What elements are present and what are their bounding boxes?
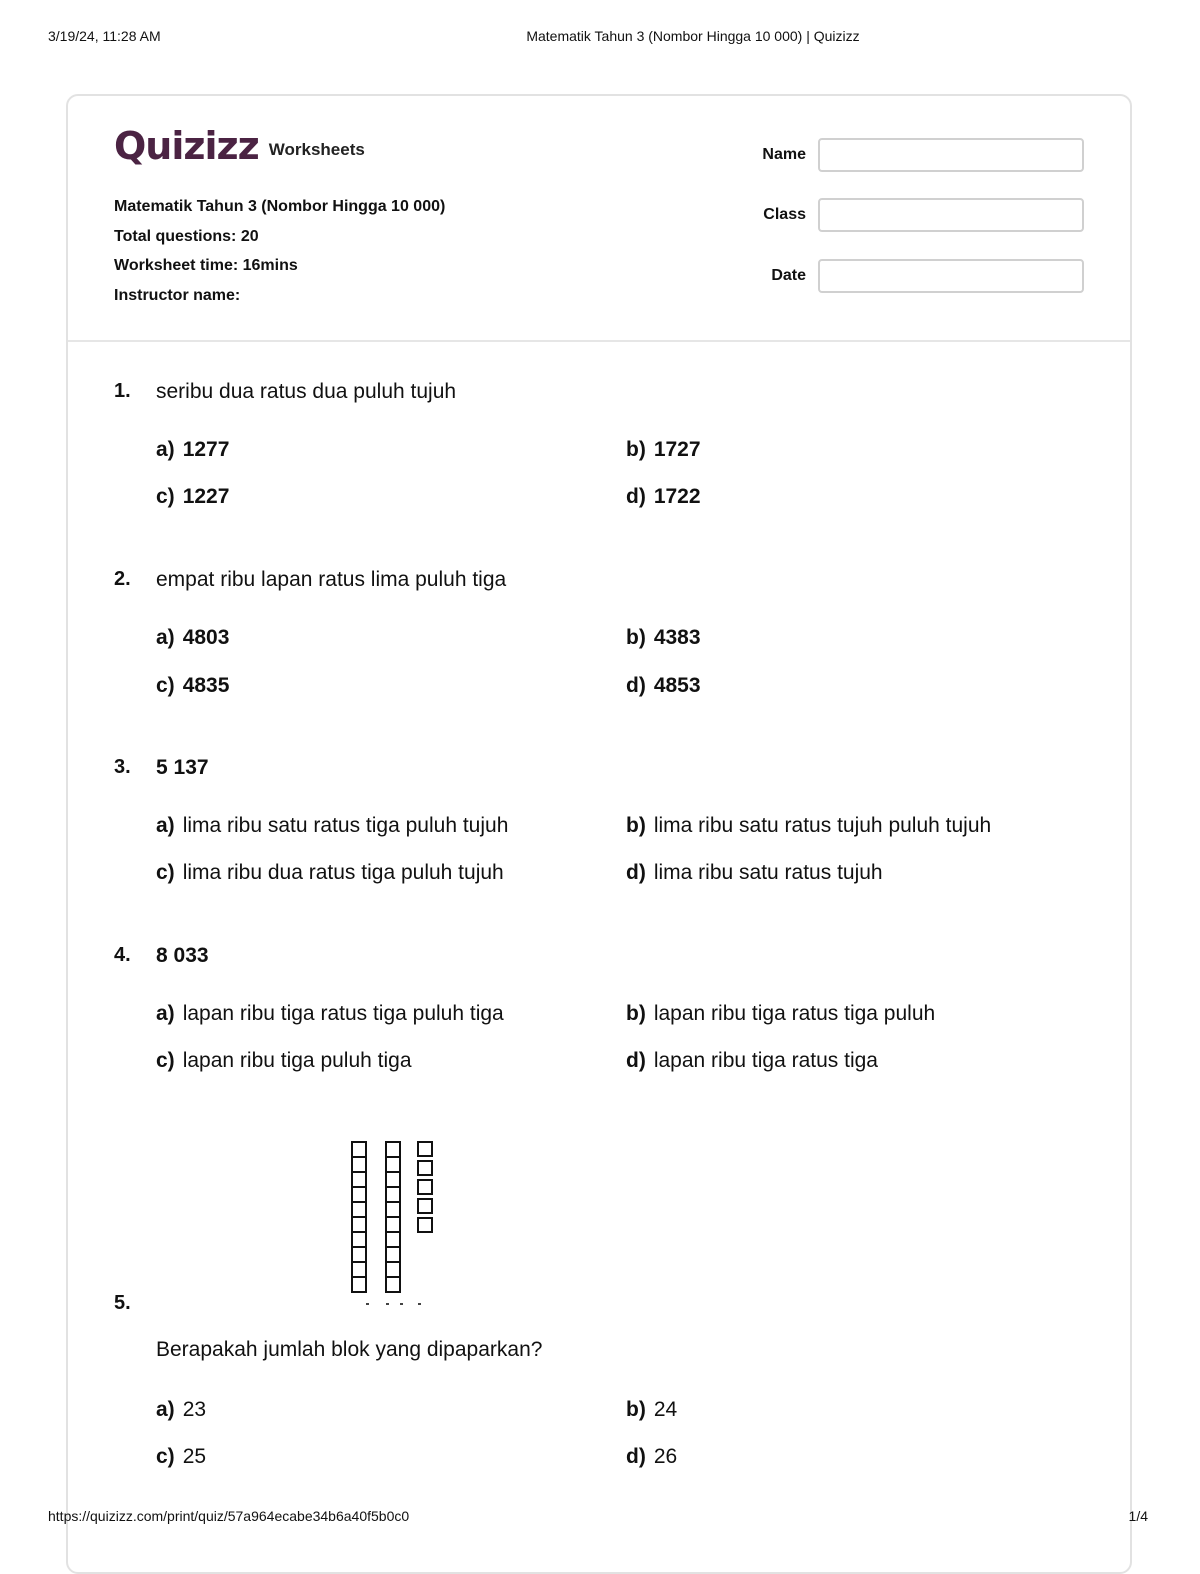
option-value: 23 xyxy=(182,1398,207,1421)
option-label: a) xyxy=(156,626,175,649)
option-label: d) xyxy=(626,485,646,508)
option-c[interactable] xyxy=(156,1445,206,1469)
question-number: 2. xyxy=(114,568,131,590)
class-label: Class xyxy=(763,206,806,223)
option-value: 4803 xyxy=(182,626,230,649)
option-b[interactable] xyxy=(626,438,701,462)
question-number: 5. xyxy=(114,1292,131,1314)
option-d[interactable] xyxy=(626,1049,878,1073)
quizizz-logo xyxy=(114,126,365,166)
date-label: Date xyxy=(771,267,806,284)
option-a[interactable] xyxy=(156,1398,206,1422)
question-text: 5 137 xyxy=(156,756,209,779)
option-value: 1227 xyxy=(182,485,230,508)
question-number: 4. xyxy=(114,944,131,966)
instructor-name: Instructor name: xyxy=(114,286,241,304)
logo-subtitle: Worksheets xyxy=(268,140,365,159)
option-label: b) xyxy=(626,438,646,461)
option-b[interactable] xyxy=(626,626,701,650)
option-c[interactable] xyxy=(156,674,229,698)
option-a[interactable] xyxy=(156,814,508,838)
option-c[interactable] xyxy=(156,861,504,885)
option-value: lapan ribu tiga puluh tiga xyxy=(182,1049,412,1072)
option-b[interactable] xyxy=(626,1398,677,1422)
option-label: d) xyxy=(626,1049,646,1072)
cropped-caption-marks xyxy=(350,1303,421,1305)
option-label: b) xyxy=(626,814,646,837)
option-b[interactable] xyxy=(626,1002,935,1026)
option-value: 4835 xyxy=(182,674,230,697)
option-label: b) xyxy=(626,1002,646,1025)
option-label: a) xyxy=(156,1002,175,1025)
date-field-row xyxy=(708,259,1088,295)
ten-rod-2 xyxy=(386,1142,400,1292)
unit-cubes xyxy=(418,1142,432,1232)
option-c[interactable] xyxy=(156,485,229,509)
option-d[interactable] xyxy=(626,485,701,509)
option-b[interactable] xyxy=(626,814,991,838)
question-text: empat ribu lapan ratus lima puluh tiga xyxy=(156,568,507,591)
print-title: Matematik Tahun 3 (Nombor Hingga 10 000) | Quizizz xyxy=(526,28,860,44)
question-text: 8 033 xyxy=(156,944,209,967)
name-input[interactable] xyxy=(818,138,1084,172)
total-questions: Total questions: 20 xyxy=(114,227,259,245)
worksheet-title: Matematik Tahun 3 (Nombor Hingga 10 000) xyxy=(114,198,446,215)
option-label: b) xyxy=(626,626,646,649)
class-field-row xyxy=(708,198,1088,234)
option-value: lima ribu dua ratus tiga puluh tujuh xyxy=(182,861,504,884)
option-d[interactable] xyxy=(626,674,701,698)
option-label: a) xyxy=(156,1398,175,1421)
option-label: c) xyxy=(156,1445,175,1468)
option-a[interactable] xyxy=(156,438,229,462)
page-number: 1/4 xyxy=(1128,1508,1148,1524)
option-value: 4853 xyxy=(653,674,701,697)
worksheet-card xyxy=(66,94,1132,1574)
option-d[interactable] xyxy=(626,1445,677,1469)
name-field-row xyxy=(708,138,1088,174)
option-value: 4383 xyxy=(653,626,701,649)
date-input[interactable] xyxy=(818,259,1084,293)
print-datetime: 3/19/24, 11:28 AM xyxy=(48,28,161,44)
option-label: b) xyxy=(626,1398,646,1421)
option-value: 1727 xyxy=(653,438,701,461)
question-text: Berapakah jumlah blok yang dipaparkan? xyxy=(156,1338,543,1361)
option-value: 1277 xyxy=(182,438,230,461)
ten-rod-1 xyxy=(352,1142,366,1292)
option-value: lapan ribu tiga ratus tiga xyxy=(653,1049,878,1072)
question-number: 1. xyxy=(114,380,131,402)
option-label: d) xyxy=(626,861,646,884)
option-c[interactable] xyxy=(156,1049,412,1073)
option-label: c) xyxy=(156,861,175,884)
option-label: d) xyxy=(626,674,646,697)
question-number: 3. xyxy=(114,756,131,778)
place-value-blocks-image xyxy=(350,1140,450,1312)
worksheet-header xyxy=(68,96,1130,342)
worksheet-meta xyxy=(114,192,445,310)
option-value: lima ribu satu ratus tiga puluh tujuh xyxy=(182,814,509,837)
question-text: seribu dua ratus dua puluh tujuh xyxy=(156,380,457,403)
option-label: c) xyxy=(156,674,175,697)
option-label: d) xyxy=(626,1445,646,1468)
class-input[interactable] xyxy=(818,198,1084,232)
logo-wordmark: Quizizz xyxy=(114,124,259,168)
option-value: 1722 xyxy=(653,485,701,508)
option-label: a) xyxy=(156,438,175,461)
option-value: lima ribu satu ratus tujuh xyxy=(653,861,883,884)
print-url: https://quizizz.com/print/quiz/57a964ecabe34b6a40f5b0c0 xyxy=(48,1508,410,1524)
option-value: lapan ribu tiga ratus tiga puluh tiga xyxy=(182,1002,504,1025)
name-label: Name xyxy=(762,146,806,163)
option-value: lapan ribu tiga ratus tiga puluh xyxy=(653,1002,936,1025)
option-a[interactable] xyxy=(156,1002,504,1026)
option-label: c) xyxy=(156,1049,175,1072)
option-value: lima ribu satu ratus tujuh puluh tujuh xyxy=(653,814,992,837)
option-label: c) xyxy=(156,485,175,508)
option-value: 24 xyxy=(653,1398,678,1421)
worksheet-time: Worksheet time: 16mins xyxy=(114,257,298,274)
option-value: 26 xyxy=(653,1445,678,1468)
option-d[interactable] xyxy=(626,861,883,885)
option-label: a) xyxy=(156,814,175,837)
option-a[interactable] xyxy=(156,626,229,650)
option-value: 25 xyxy=(182,1445,207,1468)
